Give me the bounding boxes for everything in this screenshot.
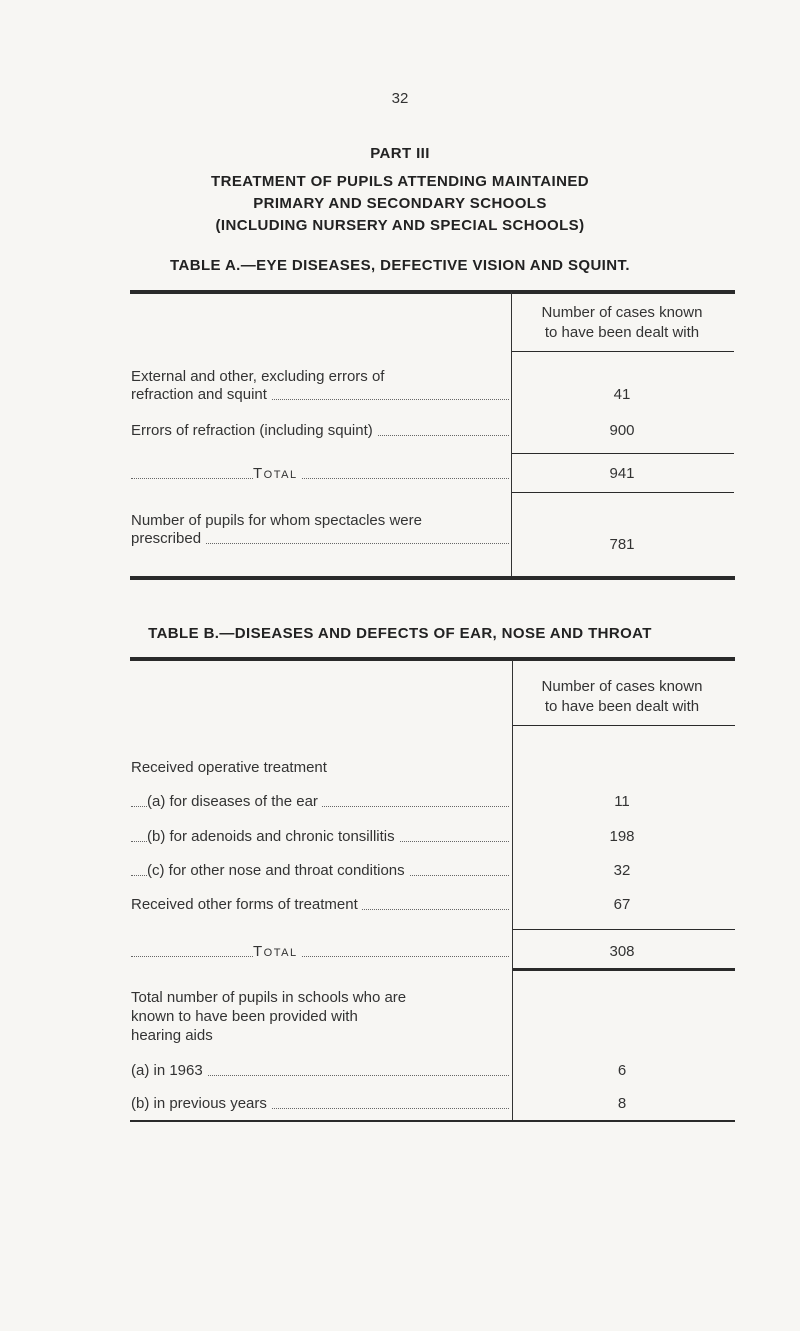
table-b-section-1-label: Received operative treatment bbox=[131, 758, 511, 778]
table-a-row-2-label: Errors of refraction (including squint) bbox=[131, 421, 511, 441]
table-b-row-c-value: 32 bbox=[613, 862, 631, 879]
table-b-row-b-value: 198 bbox=[609, 828, 635, 845]
table-a-bottom-rule bbox=[130, 576, 735, 580]
table-b-aids-row-a-value: 6 bbox=[617, 1062, 627, 1079]
table-a-row-1-label-line-1: External and other, excluding errors of bbox=[131, 367, 511, 387]
table-b-section-2-line-1: Total number of pupils in schools who are bbox=[131, 988, 511, 1008]
table-b-row-other-value: 67 bbox=[613, 896, 631, 913]
table-b-row-b-label: (b) for adenoids and chronic tonsillitis bbox=[131, 827, 511, 847]
table-b-total-value: 308 bbox=[609, 943, 635, 960]
table-b-total-rule-bottom bbox=[513, 968, 735, 971]
table-b-bottom-rule bbox=[130, 1120, 735, 1122]
table-a-top-rule bbox=[130, 290, 735, 294]
title-line-3: (INCLUDING NURSERY AND SPECIAL SCHOOLS) bbox=[215, 217, 585, 234]
table-a-row-1-label-line-2: refraction and squint bbox=[131, 385, 511, 405]
table-b-column-header-line-2: to have been dealt with bbox=[544, 698, 700, 715]
table-a-total-rule-bottom bbox=[512, 492, 734, 493]
title-line-1: TREATMENT OF PUPILS ATTENDING MAINTAINED bbox=[211, 173, 589, 190]
table-b-title: TABLE B.—DISEASES AND DEFECTS OF EAR, NOSE AND THROAT bbox=[148, 625, 652, 642]
table-a-title: TABLE A.—EYE DISEASES, DEFECTIVE VISION AND SQUINT. bbox=[170, 257, 630, 274]
title-line-2: PRIMARY AND SECONDARY SCHOOLS bbox=[253, 195, 547, 212]
table-b-aids-row-b-value: 8 bbox=[617, 1095, 627, 1112]
table-b-total-rule-top bbox=[513, 929, 735, 930]
table-a-row-4-label-line-2: prescribed bbox=[131, 529, 511, 549]
table-b-row-a-label: (a) for diseases of the ear bbox=[131, 792, 511, 812]
table-a-row-2-value: 900 bbox=[609, 422, 635, 439]
part-heading: PART III bbox=[370, 145, 430, 162]
table-b-section-2-line-2: known to have been provided with bbox=[131, 1007, 511, 1027]
table-a-column-header-line-2: to have been dealt with bbox=[544, 324, 700, 341]
table-b-aids-row-a-label: (a) in 1963 bbox=[131, 1061, 511, 1081]
table-b-column-divider-lower bbox=[512, 1060, 513, 1120]
table-a-total-label: Total bbox=[131, 464, 511, 484]
table-a-row-1-value: 41 bbox=[613, 386, 631, 403]
table-b-total-label: Total bbox=[131, 942, 511, 962]
table-a-row-4-value: 781 bbox=[609, 536, 635, 553]
table-a-header-rule bbox=[512, 351, 734, 352]
page-number: 32 bbox=[391, 90, 409, 107]
table-b-header-rule bbox=[513, 725, 735, 726]
table-b-row-a-value: 11 bbox=[614, 793, 630, 810]
table-a-total-rule-top bbox=[512, 453, 734, 454]
table-a-row-4-label-line-1: Number of pupils for whom spectacles were bbox=[131, 511, 511, 531]
table-b-column-header-line-1: Number of cases known bbox=[541, 678, 703, 695]
table-b-section-2-line-3: hearing aids bbox=[131, 1026, 511, 1046]
table-b-top-rule bbox=[130, 657, 735, 661]
table-b-row-c-label: (c) for other nose and throat conditions bbox=[131, 861, 511, 881]
table-a-total-value: 941 bbox=[609, 465, 635, 482]
table-a-column-header-line-1: Number of cases known bbox=[541, 304, 703, 321]
table-b-aids-row-b-label: (b) in previous years bbox=[131, 1094, 511, 1114]
table-b-row-other-label: Received other forms of treatment bbox=[131, 895, 511, 915]
